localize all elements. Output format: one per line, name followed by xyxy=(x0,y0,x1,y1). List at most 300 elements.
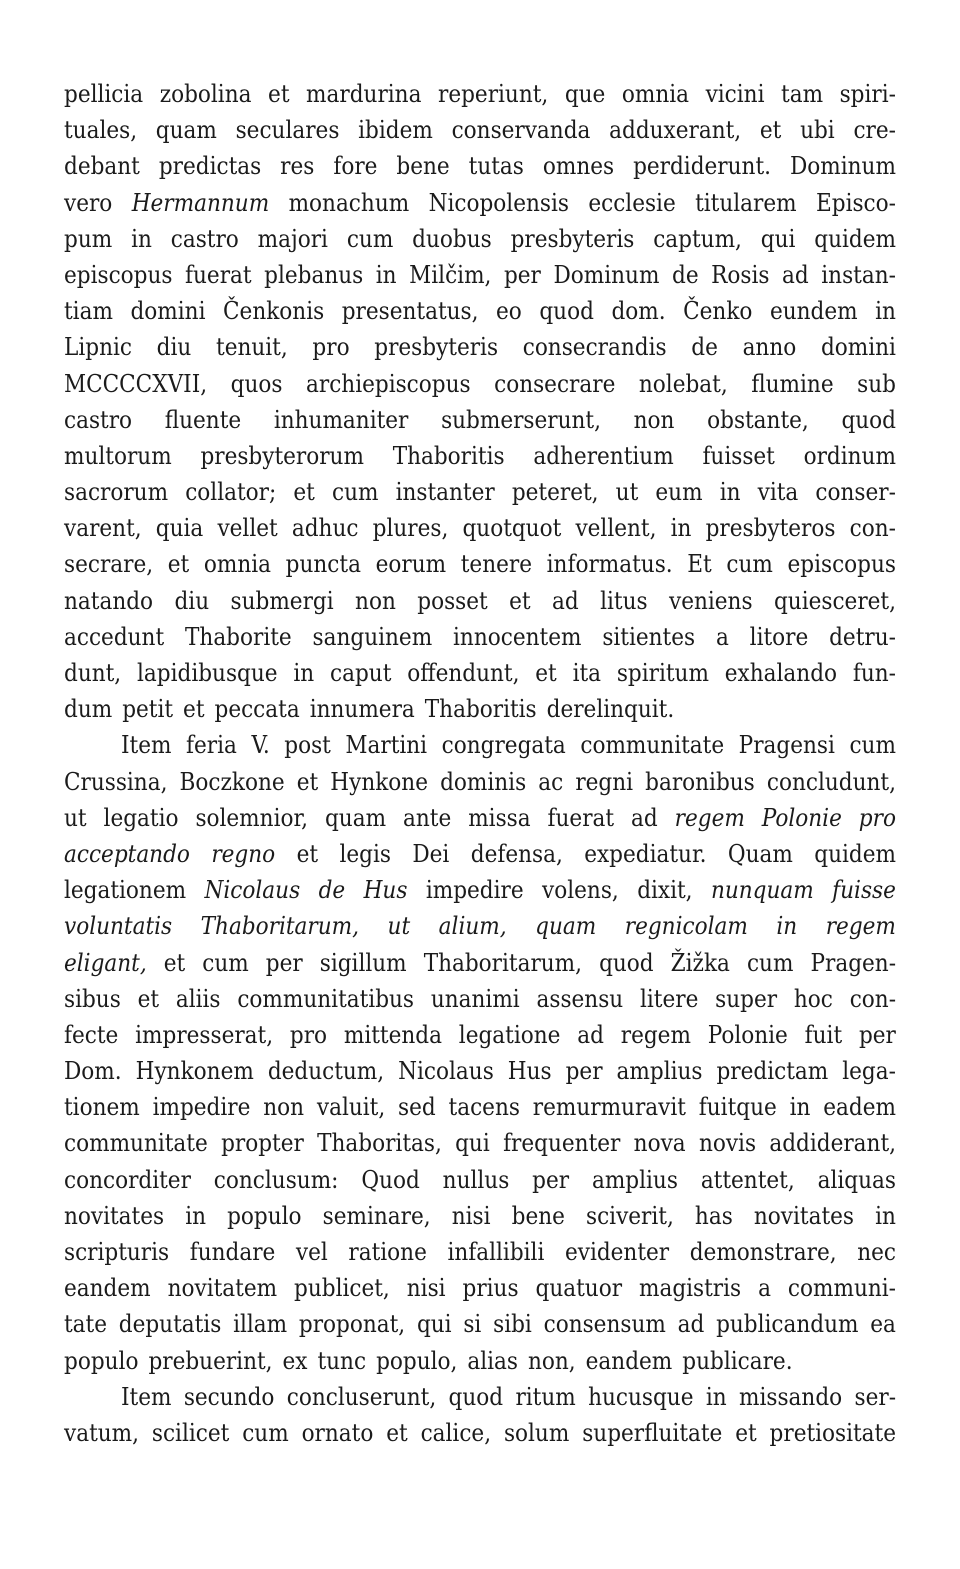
word: expediatur. xyxy=(584,839,707,868)
word: varent, xyxy=(64,514,142,543)
word: spiri- xyxy=(839,80,896,108)
word: presentatus, xyxy=(341,297,479,326)
word: scilicet xyxy=(151,1418,230,1447)
word: instan- xyxy=(821,260,896,289)
word: addiderant, xyxy=(769,1129,896,1158)
word: ad xyxy=(577,1020,604,1049)
word: eo xyxy=(496,297,522,326)
word: ad xyxy=(782,260,809,289)
word: fluente xyxy=(164,405,242,434)
word: captum, xyxy=(653,224,742,253)
word: assensu xyxy=(536,984,624,1013)
word: con- xyxy=(849,514,896,543)
word: perdiderunt. xyxy=(633,152,771,181)
word: vellet xyxy=(217,514,278,543)
word: consensum xyxy=(543,1310,666,1339)
word: illam xyxy=(233,1310,288,1339)
word: detru- xyxy=(829,622,896,651)
word: per xyxy=(503,260,541,289)
word: tate xyxy=(64,1310,107,1339)
word: tunc xyxy=(317,1346,367,1375)
word: pro xyxy=(858,803,896,832)
word: amplius xyxy=(616,1057,703,1086)
text-line xyxy=(64,727,896,763)
word: eligant, xyxy=(64,948,147,977)
word: alium, xyxy=(438,912,507,941)
word: legatio xyxy=(103,803,179,832)
word: secundo xyxy=(183,1382,275,1411)
word: Crussina, xyxy=(64,767,168,796)
word: solemnior, xyxy=(195,803,309,832)
word: vellent, xyxy=(575,514,657,543)
word: de xyxy=(318,876,346,905)
word: concluserunt, xyxy=(286,1382,437,1411)
word: regnicolam xyxy=(624,912,748,941)
word: Dei xyxy=(412,839,450,868)
word: super xyxy=(715,984,778,1013)
word: consecrandis xyxy=(522,333,667,362)
word: tiam xyxy=(64,297,113,326)
word: communi- xyxy=(787,1274,896,1303)
word: novitates xyxy=(753,1201,854,1230)
word: in xyxy=(131,224,152,253)
word: innumera xyxy=(309,695,415,724)
word: Čenko xyxy=(683,297,753,326)
word: eorum xyxy=(375,550,447,579)
word: collator; xyxy=(185,478,277,507)
word: titularem xyxy=(695,188,797,217)
word: spiritum xyxy=(616,659,709,687)
word: Hynkonem xyxy=(135,1057,254,1086)
word: aliquas xyxy=(817,1165,896,1194)
word: in xyxy=(776,912,798,941)
word: propter xyxy=(221,1129,304,1158)
word: Dominum xyxy=(553,260,660,289)
word: nullus xyxy=(442,1165,510,1194)
word: baronibus xyxy=(645,767,755,796)
word: pellicia xyxy=(64,80,144,108)
word: episcopus xyxy=(787,550,896,579)
text-line xyxy=(64,872,896,908)
word: et xyxy=(296,839,319,868)
word: a xyxy=(715,622,729,651)
word: diu xyxy=(174,586,210,615)
word: nisi xyxy=(406,1274,446,1303)
word: dixit, xyxy=(637,876,693,905)
word: seculares xyxy=(235,116,340,145)
word: veniens xyxy=(669,586,753,615)
word: in xyxy=(875,297,896,326)
word: Polonie xyxy=(761,803,842,832)
word: nec xyxy=(857,1238,896,1266)
text-line xyxy=(64,583,896,619)
word: congregata xyxy=(441,731,566,760)
word: ad xyxy=(677,1310,705,1339)
word: fundare xyxy=(189,1238,276,1266)
word: acceptando xyxy=(64,839,190,868)
word: que xyxy=(564,80,606,108)
word: Hynkone xyxy=(330,767,428,796)
word: publicet, xyxy=(294,1274,390,1303)
word: quam xyxy=(155,116,217,145)
text-line xyxy=(64,546,896,582)
text-line xyxy=(64,1162,896,1198)
word: ea xyxy=(870,1310,896,1339)
word: adherentium xyxy=(533,441,674,470)
word: quidem xyxy=(814,839,896,868)
word: scripturis xyxy=(64,1238,170,1266)
word: Nicopolensis xyxy=(428,188,569,217)
word: volens, xyxy=(542,876,619,905)
word: in xyxy=(293,659,315,687)
word: aliis xyxy=(175,984,221,1013)
word: quidem xyxy=(814,224,896,253)
word: in xyxy=(670,514,692,543)
word: dunt, xyxy=(64,659,122,687)
word: peccata xyxy=(214,695,300,724)
text-line xyxy=(64,1379,896,1415)
word: eum xyxy=(655,478,703,507)
word: posset xyxy=(417,586,488,615)
text-line xyxy=(64,1198,896,1234)
text-line xyxy=(64,402,896,438)
word: remurmuravit xyxy=(532,1093,686,1122)
text-line xyxy=(64,76,896,112)
word: caput xyxy=(330,659,392,687)
word: missa xyxy=(468,803,531,832)
word: quod xyxy=(539,297,594,326)
word: quotquot xyxy=(462,514,562,543)
word: concorditer xyxy=(64,1165,191,1194)
word: fuitque xyxy=(698,1093,777,1122)
word: Hus xyxy=(363,876,408,905)
word: sub xyxy=(857,369,896,398)
word: eadem xyxy=(823,1093,896,1122)
text-line xyxy=(64,474,896,510)
word: attentet, xyxy=(700,1165,795,1194)
word: quod xyxy=(599,948,654,977)
word: alias xyxy=(467,1346,518,1375)
word: pretiositate xyxy=(769,1418,896,1447)
word: calice, xyxy=(420,1418,492,1447)
word: Dominum xyxy=(789,152,896,181)
word: predictam xyxy=(716,1057,829,1086)
word: Item xyxy=(121,1382,172,1411)
word: omnia xyxy=(621,80,690,108)
word: ibidem xyxy=(358,116,433,145)
word: duobus xyxy=(412,224,492,253)
text-line xyxy=(64,1270,896,1306)
word: quos xyxy=(230,369,283,398)
word: solum xyxy=(503,1418,570,1447)
text-line xyxy=(64,800,896,836)
word: sibi xyxy=(493,1310,532,1339)
text-line xyxy=(64,691,896,727)
word: Čenkonis xyxy=(223,297,325,326)
word: obstante, xyxy=(707,405,809,434)
word: eandem xyxy=(64,1274,151,1303)
word: pro xyxy=(312,333,350,362)
word: Milčim, xyxy=(409,260,492,289)
word: per xyxy=(858,1020,896,1049)
word: unanimi xyxy=(430,984,520,1013)
word: Et xyxy=(687,550,712,579)
word: tuales, xyxy=(64,116,138,145)
word: ut xyxy=(387,912,411,941)
word: vel xyxy=(295,1238,328,1266)
word: superfluitate xyxy=(582,1418,723,1447)
word: Pragen- xyxy=(810,948,896,977)
word: et xyxy=(509,586,531,615)
document-page xyxy=(64,76,896,1451)
word: majori xyxy=(257,224,328,253)
word: presbyteros xyxy=(705,514,836,543)
word: qui xyxy=(416,1310,452,1339)
word: fore xyxy=(333,152,378,181)
word: litus xyxy=(600,586,648,615)
text-line xyxy=(64,329,896,365)
word: ut xyxy=(615,478,639,507)
word: Hus xyxy=(507,1057,552,1086)
text-line xyxy=(64,293,896,329)
word: episcopus xyxy=(64,260,173,289)
word: in xyxy=(789,1093,811,1122)
word: Polonie xyxy=(707,1020,788,1049)
word: Dom. xyxy=(64,1057,122,1086)
word: dominis xyxy=(440,767,527,796)
word: adduxerant, xyxy=(609,116,742,145)
word: feria xyxy=(186,731,237,760)
word: ad xyxy=(552,586,579,615)
word: eandem xyxy=(585,1346,673,1375)
word: populo xyxy=(64,1346,139,1375)
word: omnes xyxy=(542,152,615,181)
word: hucusque xyxy=(588,1382,694,1411)
word: has xyxy=(694,1201,733,1230)
word: res xyxy=(280,152,315,181)
word: fuerat xyxy=(547,803,615,832)
text-line xyxy=(64,908,896,944)
word: regno xyxy=(211,839,276,868)
word: nolebat, xyxy=(638,369,728,398)
word: cum xyxy=(202,948,249,977)
word: bene xyxy=(511,1201,565,1230)
word: tionem xyxy=(64,1093,140,1122)
word: cum xyxy=(242,1418,289,1447)
word: Thaboritarum, xyxy=(200,912,359,941)
word: secrare, xyxy=(64,550,154,579)
word: quam xyxy=(535,912,597,941)
word: ubi xyxy=(800,116,835,145)
word: vicini xyxy=(705,80,765,108)
word: et xyxy=(535,659,557,687)
word: regem xyxy=(620,1020,691,1049)
word: cum xyxy=(849,731,896,760)
word: lapidibusque xyxy=(137,659,278,687)
word: litere xyxy=(640,984,699,1013)
word: tenere xyxy=(460,550,532,579)
word: legis xyxy=(339,839,391,868)
word: amplius xyxy=(591,1165,678,1194)
word: Hermannum xyxy=(131,188,270,217)
word: et xyxy=(167,550,190,579)
word: per xyxy=(565,1057,603,1086)
word: non, xyxy=(527,1346,576,1375)
word: legatione xyxy=(458,1020,561,1049)
word: Item xyxy=(121,731,172,760)
word: MCCCCXVII, xyxy=(64,369,208,398)
word: frequenter xyxy=(503,1129,621,1158)
word: qui xyxy=(455,1129,490,1158)
word: pro xyxy=(289,1020,328,1049)
word: novitatem xyxy=(167,1274,278,1303)
word: infallibili xyxy=(447,1238,545,1266)
word: Žižka xyxy=(670,948,730,977)
word: fun- xyxy=(852,659,896,687)
word: con- xyxy=(849,984,896,1013)
word: Quam xyxy=(727,839,793,868)
text-line xyxy=(64,1306,896,1342)
word: impedire xyxy=(152,1093,251,1122)
text-line xyxy=(64,510,896,546)
word: ex xyxy=(282,1346,308,1375)
word: Nicolaus xyxy=(204,876,301,905)
word: submerserunt, xyxy=(441,405,601,434)
text-line xyxy=(64,257,896,293)
word: cre- xyxy=(853,116,896,145)
word: et xyxy=(386,1418,408,1447)
word: sacrorum xyxy=(64,478,169,507)
word: sed xyxy=(398,1093,436,1122)
text-line xyxy=(64,366,896,402)
word: monachum xyxy=(288,188,410,217)
word: litore xyxy=(749,622,809,651)
word: lega- xyxy=(842,1057,896,1086)
word: Episco- xyxy=(816,188,896,217)
word: Thaboritis xyxy=(424,695,537,724)
word: omnia xyxy=(203,550,272,579)
word: exhalando xyxy=(724,659,837,687)
word: eundem xyxy=(769,297,858,326)
word: communitatibus xyxy=(237,984,414,1013)
word: seminare, xyxy=(322,1201,431,1230)
word: Lipnic xyxy=(64,333,132,362)
word: nova xyxy=(633,1129,686,1158)
word: puncta xyxy=(285,550,361,579)
word: presbyteris xyxy=(374,333,499,362)
word: per xyxy=(532,1165,570,1194)
word: et xyxy=(183,695,205,724)
text-line xyxy=(64,1017,896,1053)
word: novitates xyxy=(64,1201,165,1230)
word: cum xyxy=(346,224,394,253)
word: quia xyxy=(155,514,204,543)
word: demonstrare, xyxy=(689,1238,837,1266)
word: et xyxy=(759,116,782,145)
word: Thaboritarum, xyxy=(423,948,583,977)
word: plures, xyxy=(372,514,449,543)
word: presbyterorum xyxy=(200,441,364,470)
text-line xyxy=(64,981,896,1017)
text-line xyxy=(64,438,896,474)
word: cum xyxy=(331,478,379,507)
word: publicare. xyxy=(682,1346,793,1375)
word: bene xyxy=(396,152,450,181)
word: fuerat xyxy=(185,260,252,289)
word: missando xyxy=(739,1382,843,1411)
word: ac xyxy=(538,767,564,796)
word: publicandum xyxy=(716,1310,859,1339)
word: a xyxy=(758,1274,771,1303)
text-line xyxy=(64,945,896,981)
word: Thaboritis xyxy=(392,441,505,470)
word: pum xyxy=(64,224,113,253)
word: et xyxy=(163,948,186,977)
word: in xyxy=(705,1382,727,1411)
word: anno xyxy=(742,333,797,362)
word: Nicolaus xyxy=(398,1057,494,1086)
word: natando xyxy=(64,586,154,615)
word: per xyxy=(265,948,303,977)
word: legationem xyxy=(64,876,187,905)
word: Martini xyxy=(345,731,428,760)
word: castro xyxy=(64,405,133,434)
text-line xyxy=(64,836,896,872)
word: populo xyxy=(227,1201,302,1230)
word: tacens xyxy=(448,1093,520,1122)
word: debant xyxy=(64,152,140,181)
word: quam xyxy=(324,803,387,832)
text-line xyxy=(64,221,896,257)
word: regni xyxy=(575,767,634,796)
word: deputatis xyxy=(118,1310,222,1339)
word: non xyxy=(263,1093,305,1122)
word: in xyxy=(719,478,741,507)
word: impedire xyxy=(425,876,524,905)
word: sanguinem xyxy=(312,622,433,651)
word: proponat, xyxy=(298,1310,406,1339)
word: defensa, xyxy=(470,839,563,868)
word: prius xyxy=(462,1274,519,1303)
word: post xyxy=(284,731,331,760)
word: deductum, xyxy=(267,1057,385,1086)
word: et xyxy=(735,1418,757,1447)
word: fecte xyxy=(64,1020,119,1049)
word: sitientes xyxy=(602,622,696,651)
word: de xyxy=(672,260,699,289)
word: qui xyxy=(760,224,796,253)
word: valuit, xyxy=(316,1093,386,1122)
text-line xyxy=(64,1053,896,1089)
word: tutas xyxy=(468,152,524,181)
word: Rosis xyxy=(711,260,770,289)
word: ratione xyxy=(348,1238,427,1266)
word: fuit xyxy=(804,1020,843,1049)
word: predictas xyxy=(158,152,262,181)
word: innocentem xyxy=(453,622,582,651)
word: presbyteris xyxy=(510,224,635,253)
word: cum xyxy=(726,550,773,579)
word: nisi xyxy=(451,1201,491,1230)
word: regem xyxy=(674,803,745,832)
word: tenuit, xyxy=(216,333,288,362)
word: quiesceret, xyxy=(773,586,896,615)
word: V. xyxy=(251,731,270,760)
text-line xyxy=(64,1343,896,1379)
word: vita xyxy=(757,478,799,507)
word: conclusum: xyxy=(213,1165,339,1194)
word: mardurina xyxy=(306,80,422,108)
